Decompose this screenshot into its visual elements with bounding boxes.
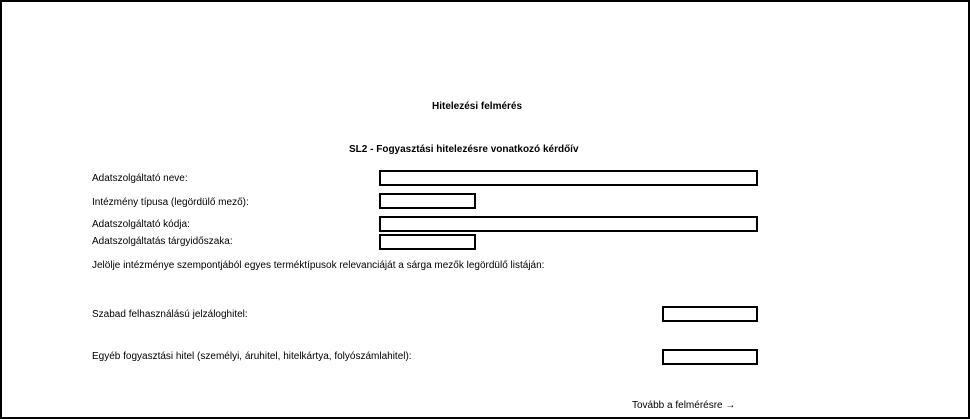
reporting-period-input[interactable] xyxy=(379,234,476,250)
provider-code-label: Adatszolgáltató kódja: xyxy=(92,219,190,230)
provider-name-label: Adatszolgáltató neve: xyxy=(92,173,188,184)
provider-code-input[interactable] xyxy=(379,216,758,232)
product-relevance-select[interactable] xyxy=(662,306,758,322)
product-label: Egyéb fogyasztási hitel (személyi, áruhitel, hitelkártya, folyószámlahitel): xyxy=(92,351,412,362)
provider-name-input[interactable] xyxy=(379,170,758,186)
survey-title: Hitelezési felmérés xyxy=(432,101,523,112)
reporting-period-label: Adatszolgáltatás tárgyidőszaka: xyxy=(92,236,233,247)
institution-type-select[interactable] xyxy=(379,193,476,209)
next-survey-link[interactable]: Tovább a felmérésre → xyxy=(632,400,736,411)
instruction-text: Jelölje intézménye szempontjából egyes terméktípusok relevanciáját a sárga mezők legördülő listáján: xyxy=(92,260,545,271)
institution-type-label: Intézmény típusa (legördülő mező): xyxy=(92,197,249,208)
product-relevance-select[interactable] xyxy=(662,349,758,365)
form-title: SL2 - Fogyasztási hitelezésre vonatkozó kérdőív xyxy=(349,144,579,155)
product-label: Szabad felhasználású jelzáloghitel: xyxy=(92,309,248,320)
